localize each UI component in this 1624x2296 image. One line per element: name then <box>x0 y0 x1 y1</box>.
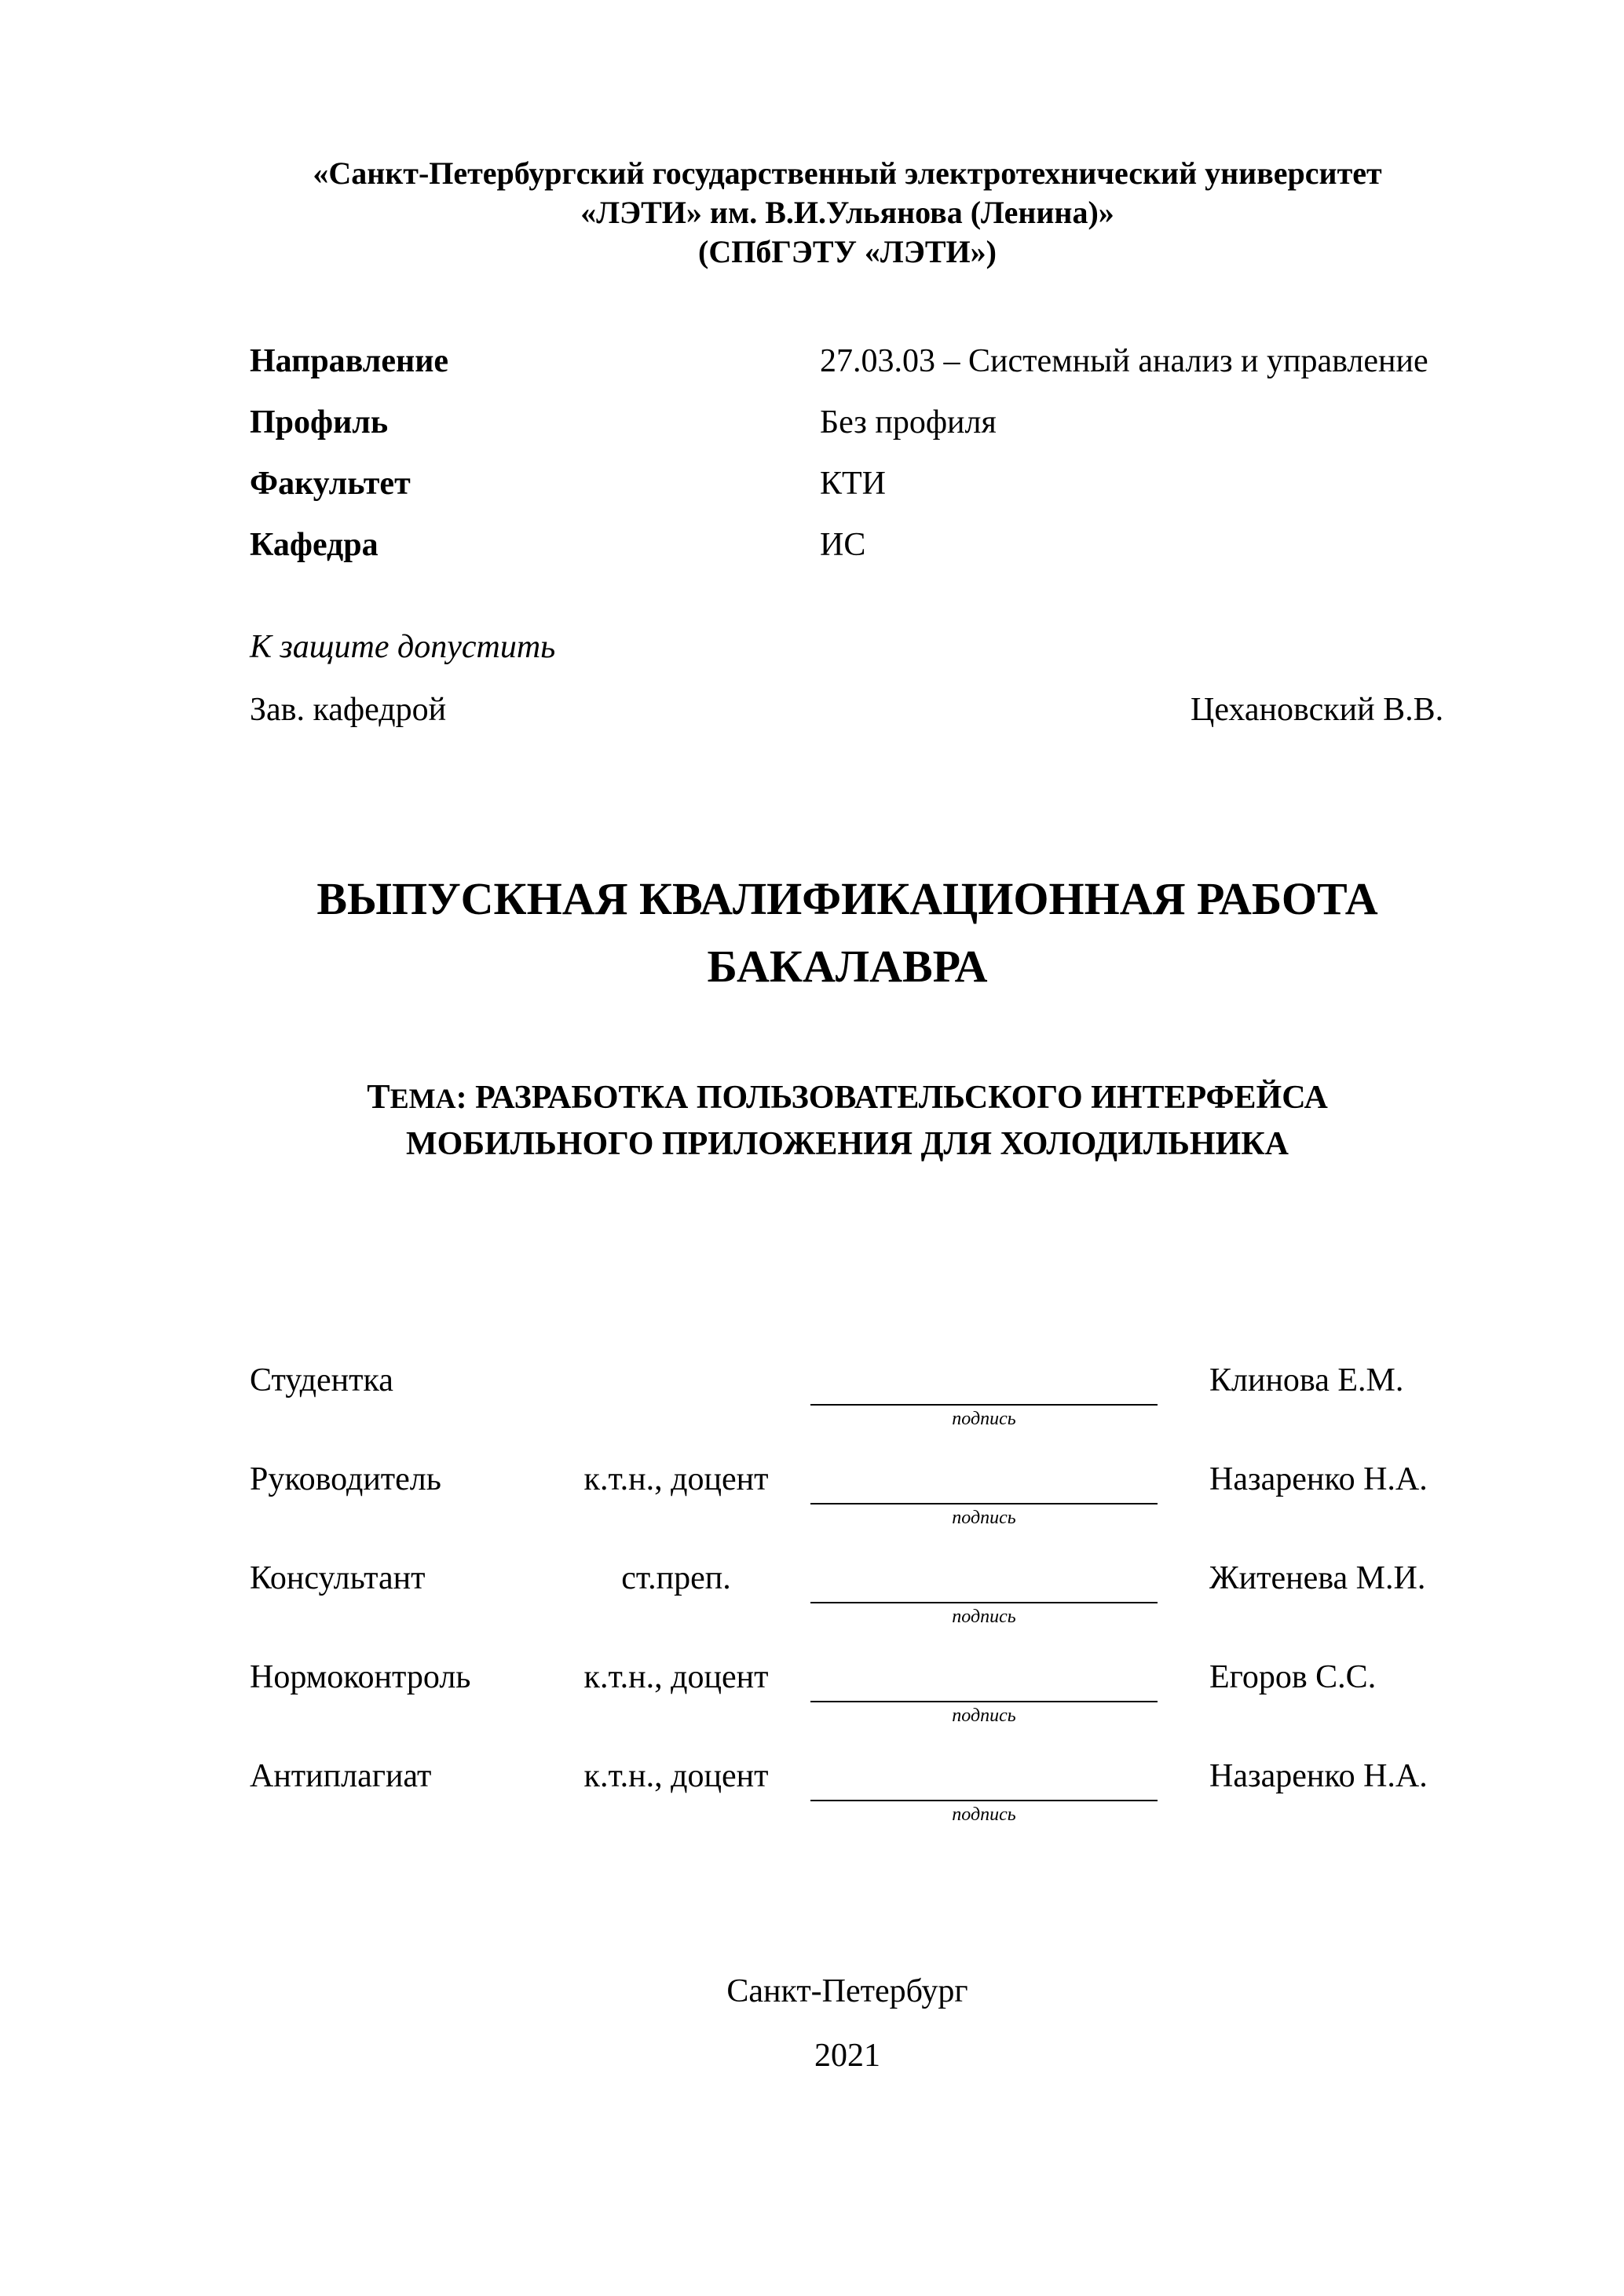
signature-name: Клинова Е.М. <box>1209 1362 1404 1398</box>
signature-caption: подпись <box>952 1607 1016 1627</box>
topic-line1 <box>71 1074 1624 1121</box>
admission-name: Цехановский В.В. <box>1191 692 1444 728</box>
profile-label: Профиль <box>250 404 389 441</box>
department-value: ИС <box>820 527 866 563</box>
signature-caption: подпись <box>952 1508 1016 1528</box>
signature-degree: к.т.н., доцент <box>583 1659 769 1695</box>
signature-caption: подпись <box>952 1706 1016 1726</box>
year: 2021 <box>814 2038 880 2074</box>
signature-role: Антиплагиат <box>250 1758 432 1794</box>
direction-value: 27.03.03 – Системный анализ и управление <box>820 343 1428 379</box>
faculty-label: Факультет <box>250 466 411 502</box>
work-title-line1: ВЫПУСКНАЯ КВАЛИФИКАЦИОННАЯ РАБОТА <box>316 873 1378 924</box>
signature-line <box>810 1701 1158 1702</box>
signature-degree: ст.преп. <box>621 1560 731 1596</box>
topic-prefix-rest: ЕМА <box>390 1083 456 1114</box>
university-header <box>0 154 1624 272</box>
signature-degree: к.т.н., доцент <box>583 1461 769 1497</box>
university-abbreviation: (СПбГЭТУ «ЛЭТИ») <box>698 234 997 269</box>
topic <box>0 1074 1624 1167</box>
signature-role: Руководитель <box>250 1461 441 1497</box>
admission-title: К защите допустить <box>250 629 556 665</box>
signature-caption: подпись <box>952 1409 1016 1429</box>
faculty-value: КТИ <box>820 466 886 502</box>
signature-line <box>810 1602 1158 1603</box>
signature-role: Студентка <box>250 1362 393 1398</box>
admission-role: Зав. кафедрой <box>250 692 447 728</box>
work-title-line2: БАКАЛАВРА <box>707 941 988 992</box>
topic-text-line2: МОБИЛЬНОГО ПРИЛОЖЕНИЯ ДЛЯ ХОЛОДИЛЬНИКА <box>405 1126 1289 1162</box>
topic-text-line1: РАЗРАБОТКА ПОЛЬЗОВАТЕЛЬСКОГО ИНТЕРФЕЙСА <box>475 1080 1328 1116</box>
profile-value: Без профиля <box>820 404 997 441</box>
direction-label: Направление <box>250 343 449 379</box>
signature-line <box>810 1503 1158 1504</box>
topic-prefix-colon: : <box>455 1080 467 1116</box>
topic-prefix-initial: Т <box>367 1077 390 1116</box>
signature-name: Назаренко Н.А. <box>1209 1758 1428 1794</box>
university-name-line2: «ЛЭТИ» им. В.И.Ульянова (Ленина)» <box>580 195 1114 230</box>
city: Санкт-Петербург <box>726 1973 968 2009</box>
signature-name: Назаренко Н.А. <box>1209 1461 1428 1497</box>
signature-name: Житенева М.И. <box>1209 1560 1426 1596</box>
signature-line <box>810 1800 1158 1801</box>
signature-name: Егоров С.С. <box>1209 1659 1377 1695</box>
department-label: Кафедра <box>250 527 379 563</box>
signature-caption: подпись <box>952 1804 1016 1825</box>
work-title <box>0 865 1624 1000</box>
signature-line <box>810 1404 1158 1406</box>
signature-role: Консультант <box>250 1560 426 1596</box>
signature-degree: к.т.н., доцент <box>583 1758 769 1794</box>
university-name-line1: «Санкт-Петербургский государственный электротехнический университет <box>313 155 1382 191</box>
signature-role: Нормоконтроль <box>250 1659 471 1695</box>
